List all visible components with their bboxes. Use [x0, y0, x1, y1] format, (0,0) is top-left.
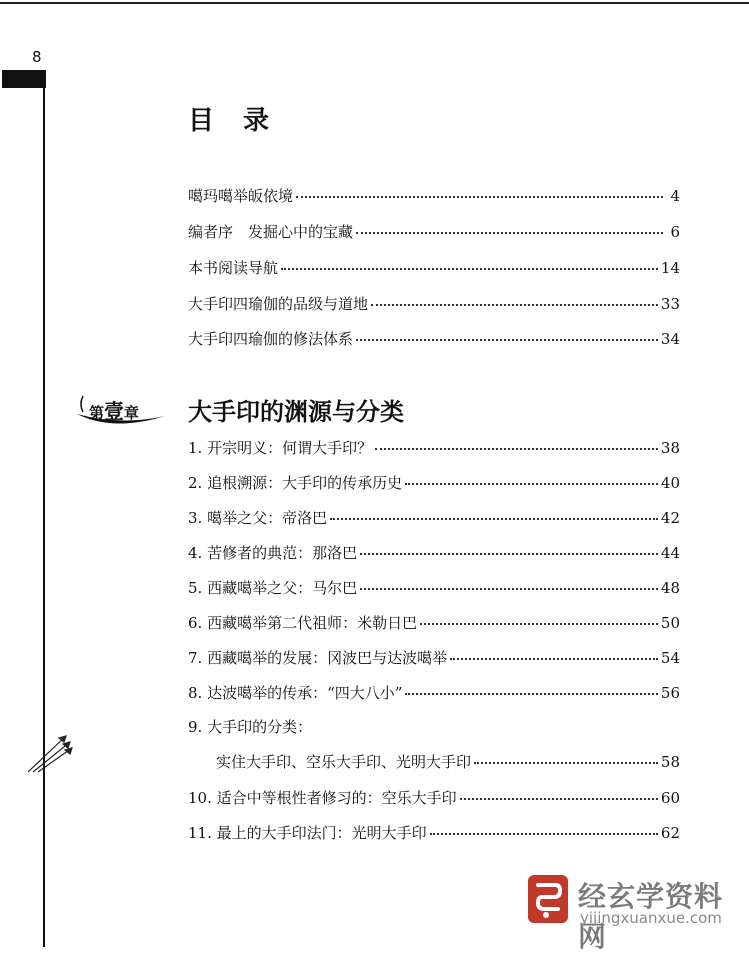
leader-dots — [281, 268, 658, 270]
leader-dots — [360, 553, 658, 555]
margin-rule — [43, 88, 45, 947]
toc-entry-page: 38 — [660, 439, 680, 457]
page-number: 8 — [32, 48, 42, 66]
leader-dots — [371, 304, 658, 306]
toc-entry-page: 42 — [660, 509, 680, 527]
watermark-logo-icon — [526, 873, 570, 925]
toc-entry-page: 62 — [660, 824, 680, 842]
watermark-url: yijingxuanxue.com — [580, 909, 722, 927]
toc-entry-label: 3. 噶举之父：帝洛巴 — [188, 509, 328, 527]
toc-entry-page: 58 — [660, 753, 680, 771]
toc-entry-page: 4 — [670, 187, 680, 205]
toc-entry-label: 6. 西藏噶举第二代祖师：米勒日巴 — [188, 614, 418, 632]
chapter-badge-post: 章 — [124, 404, 140, 422]
toc-entry-page: 33 — [660, 295, 680, 313]
leader-dots — [375, 448, 658, 450]
toc-entry[interactable] — [188, 542, 680, 564]
leader-dots — [420, 623, 658, 625]
toc-entry[interactable] — [188, 507, 680, 529]
toc-entry-heading[interactable] — [188, 716, 680, 738]
toc-entry-label: 7. 西藏噶举的发展：冈波巴与达波噶举 — [188, 649, 448, 667]
toc-entry-label: 噶玛噶举皈依境 — [188, 187, 294, 205]
toc-entry[interactable] — [188, 293, 680, 315]
toc-entry-page: 54 — [660, 649, 680, 667]
toc-entry-page: 34 — [660, 330, 680, 348]
toc-entry-label: 编者序 发掘心中的宝藏 — [188, 223, 354, 241]
watermark-name: 经玄学资料网 — [578, 880, 724, 953]
chapter-badge-pre: 第 — [89, 404, 105, 422]
toc-entry[interactable] — [188, 185, 680, 207]
toc-entry[interactable] — [216, 751, 680, 773]
toc-entry-page: 48 — [660, 579, 680, 597]
leader-dots — [360, 588, 658, 590]
leader-dots — [450, 658, 658, 660]
arrows-decoration — [26, 726, 74, 774]
leader-dots — [460, 798, 658, 800]
chapter-title: 大手印的渊源与分类 — [188, 398, 404, 426]
toc-entry-label: 9. 大手印的分类： — [188, 718, 313, 736]
toc-entry-label: 11. 最上的大手印法门：光明大手印 — [188, 824, 427, 842]
toc-entry[interactable] — [188, 612, 680, 634]
leader-dots — [474, 762, 658, 764]
site-watermark — [526, 873, 726, 953]
toc-entry[interactable] — [188, 437, 680, 459]
toc-entry-page: 56 — [660, 684, 680, 702]
page-title: 目 录 — [188, 106, 280, 136]
toc-entry[interactable] — [188, 257, 680, 279]
leader-dots — [356, 232, 663, 234]
top-border-line — [0, 2, 749, 4]
toc-entry[interactable] — [188, 221, 680, 243]
toc-entry[interactable] — [188, 577, 680, 599]
toc-entry-label: 大手印四瑜伽的修法体系 — [188, 330, 354, 348]
page-number-bar — [2, 70, 46, 88]
chapter-badge-number: 壹 — [104, 399, 125, 423]
toc-entry[interactable] — [188, 472, 680, 494]
leader-dots — [430, 833, 658, 835]
toc-entry-page: 44 — [660, 544, 680, 562]
toc-entry-label: 10. 适合中等根性者修习的：空乐大手印 — [188, 789, 457, 807]
leader-dots — [405, 483, 658, 485]
toc-entry-label: 8. 达波噶举的传承：“四大八小” — [188, 684, 403, 702]
toc-entry-page: 40 — [660, 474, 680, 492]
toc-entry-page: 60 — [660, 789, 680, 807]
chapter-badge — [73, 392, 169, 432]
toc-entry-page: 14 — [660, 259, 680, 277]
toc-entry-label: 2. 追根溯源：大手印的传承历史 — [188, 474, 403, 492]
toc-entry[interactable] — [188, 787, 680, 809]
toc-entry-page: 6 — [670, 223, 680, 241]
toc-entry-label: 4. 苦修者的典范：那洛巴 — [188, 544, 358, 562]
toc-entry-label: 1. 开宗明义：何谓大手印？ — [188, 439, 373, 457]
toc-entry-label: 大手印四瑜伽的品级与道地 — [188, 295, 369, 313]
toc-entry[interactable] — [188, 822, 680, 844]
toc-entry[interactable] — [188, 647, 680, 669]
toc-entry-page: 50 — [660, 614, 680, 632]
toc-entry-label: 本书阅读导航 — [188, 259, 279, 277]
toc-entry-label: 5. 西藏噶举之父：马尔巴 — [188, 579, 358, 597]
toc-entry[interactable] — [188, 682, 680, 704]
toc-entry-label: 实住大手印、空乐大手印、光明大手印 — [216, 753, 472, 771]
leader-dots — [356, 339, 658, 341]
leader-dots — [296, 196, 663, 198]
toc-entry[interactable] — [188, 328, 680, 350]
leader-dots — [330, 518, 658, 520]
leader-dots — [405, 693, 657, 695]
